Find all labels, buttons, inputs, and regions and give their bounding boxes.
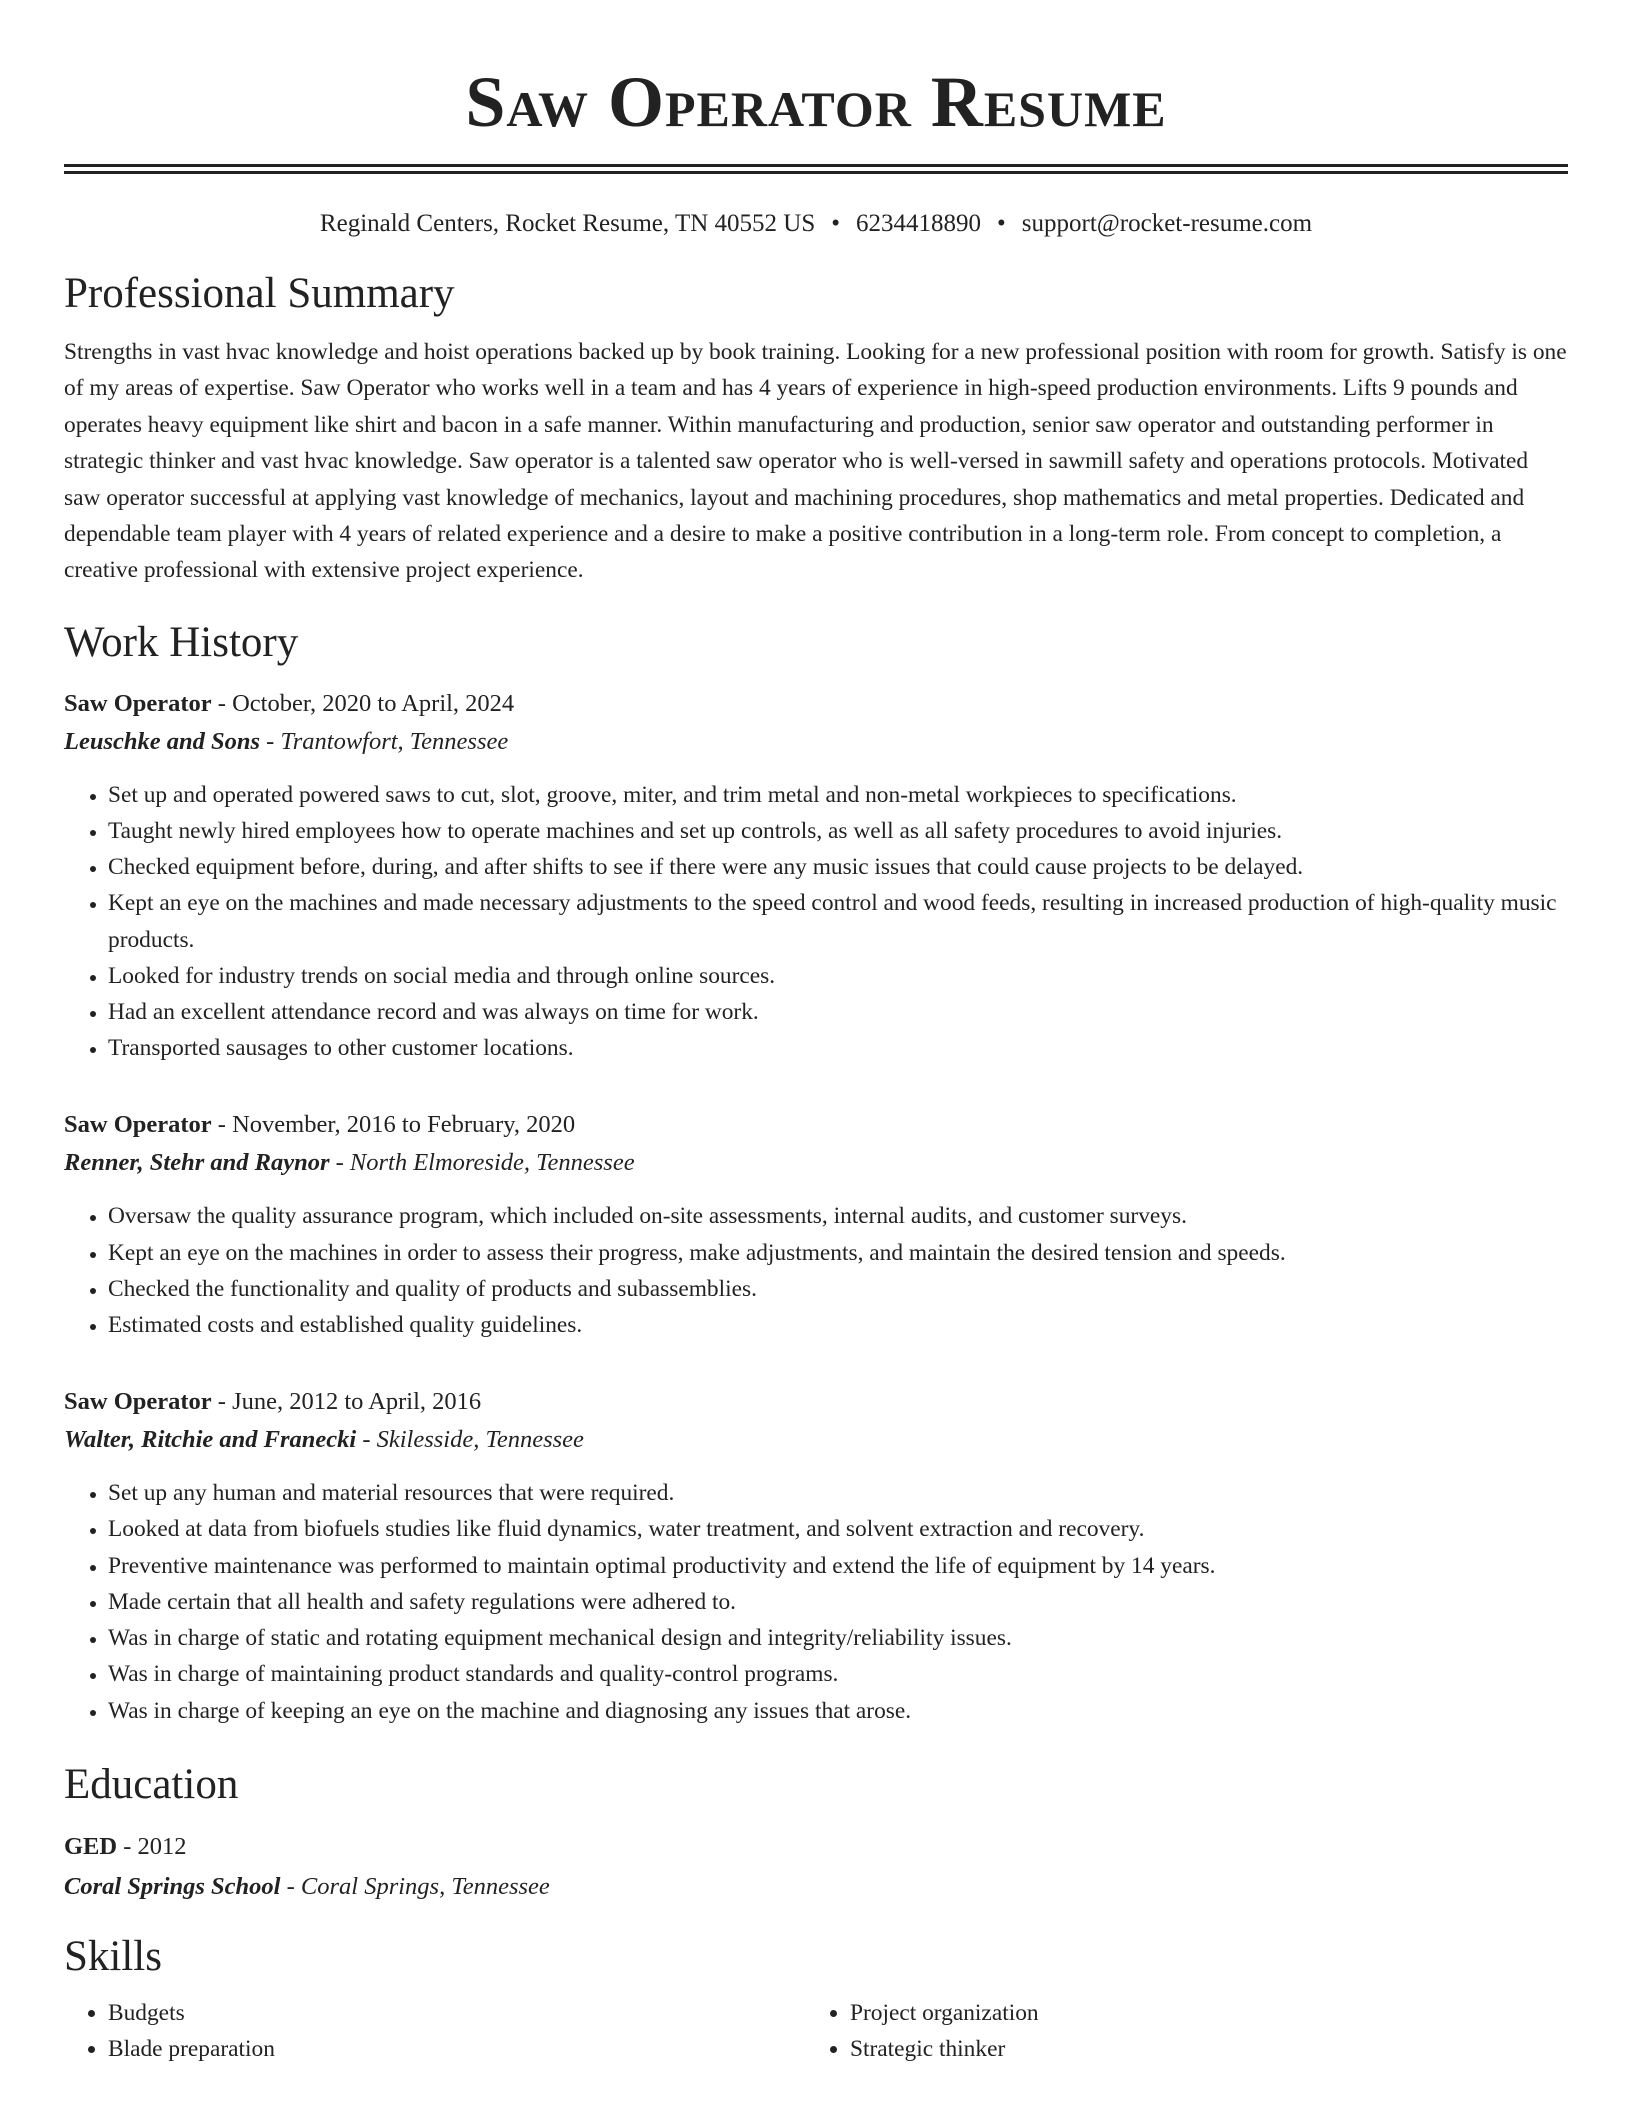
contact-line <box>64 208 1568 240</box>
list-item: • Had an excellent attendance record and was always on time for work. <box>108 994 1568 1030</box>
list-item: • Was in charge of maintaining product standards and quality-control programs. <box>108 1656 1568 1692</box>
job-entry <box>64 1383 1568 1728</box>
job-employer: Walter, Ritchie and Franecki <box>64 1426 357 1454</box>
list-item: • Set up and operated powered saws to cut, slot, groove, miter, and trim metal and non-metal workpieces to specifications. <box>108 777 1568 813</box>
education-degree: GED <box>64 1832 118 1860</box>
summary-text: Strengths in vast hvac knowledge and hoist operations backed up by book training. Looking for a new professional position with room for growth. Satisfy is one of my areas of expertise. Saw Operator who works well in a team and has 4 years of experience in high-speed production environments. Lifts 9 pounds and operates heavy equipment like shirt and bacon in a safe manner. Within manufacturing and production, senior saw operator and outstanding performer in strategic thinker and vast hvac knowledge. Saw operator is a talented saw operator who is well-versed in sawmill safety and operations protocols. Motivated saw operator successful at applying vast knowledge of mechanics, layout and machining procedures, shop mathematics and metal properties. Dedicated and dependable team player with 4 years of related experience and a desire to make a positive contribution in a long-term role. From concept to completion, a creative professional with extensive project experience. <box>64 339 1567 584</box>
job-title: Saw Operator <box>64 1111 212 1139</box>
education-school: Coral Springs School <box>64 1872 281 1900</box>
summary-heading: Professional Summary <box>64 270 455 317</box>
list-item: • Set up any human and material resources that were required. <box>108 1475 1568 1511</box>
contact-email: support@rocket-resume.com <box>1021 210 1313 237</box>
list-item: • Transported sausages to other customer locations. <box>108 1030 1568 1066</box>
skills-heading: Skills <box>64 1932 162 1980</box>
job-bullets <box>64 1198 1568 1343</box>
resume-page <box>64 0 1568 2067</box>
contact-address: Reginald Centers, Rocket Resume, TN 40552 US <box>319 210 816 237</box>
job-title: Saw Operator <box>64 689 212 717</box>
education-school-line <box>64 1867 1568 1907</box>
education-entry <box>64 1827 1568 1907</box>
job-location: - North Elmoreside, Tennessee <box>329 1149 635 1177</box>
list-item: • Strategic thinker <box>850 2031 1548 2067</box>
job-employer-line <box>64 723 1568 761</box>
list-item: • Preventive maintenance was performed to maintain optimal productivity and extend the life of equipment by 14 years. <box>108 1548 1568 1584</box>
job-bullets <box>64 1475 1568 1728</box>
job-title: Saw Operator <box>64 1388 212 1416</box>
job-location: - Skilesside, Tennessee <box>356 1426 584 1454</box>
title-divider <box>64 164 1568 174</box>
skills-columns <box>64 1995 1568 2067</box>
list-item: • Oversaw the quality assurance program, which included on-site assessments, internal audits, and customer surveys. <box>108 1198 1568 1234</box>
job-location: - Trantowfort, Tennessee <box>260 727 509 755</box>
list-item: • Kept an eye on the machines and made necessary adjustments to the speed control and wood feeds, resulting in increased production of high-quality music products. <box>108 885 1568 957</box>
list-item: • Checked equipment before, during, and after shifts to see if there were any music issues that could cause projects to be delayed. <box>108 849 1568 885</box>
job-entry <box>64 1106 1568 1343</box>
job-title-line <box>64 1106 1568 1144</box>
list-item: • Kept an eye on the machines in order to assess their progress, make adjustments, and maintain the desired tension and speeds. <box>108 1235 1568 1271</box>
list-item: • Made certain that all health and safety regulations were adhered to. <box>108 1584 1568 1620</box>
list-item: • Was in charge of static and rotating equipment mechanical design and integrity/reliability issues. <box>108 1620 1568 1656</box>
job-dates: - October, 2020 to April, 2024 <box>211 689 515 717</box>
contact-phone: 6234418890 <box>856 210 981 237</box>
list-item: • Taught newly hired employees how to operate machines and set up controls, as well as all safety procedures to avoid injuries. <box>108 813 1568 849</box>
list-item: • Checked the functionality and quality of products and subassemblies. <box>108 1271 1568 1307</box>
list-item: • Was in charge of keeping an eye on the machine and diagnosing any issues that arose. <box>108 1693 1568 1729</box>
contact-separator: • <box>997 210 1006 237</box>
education-degree-line <box>64 1827 1568 1867</box>
skills-left-column <box>64 1995 806 2067</box>
work-history-heading: Work History <box>64 618 299 666</box>
list-item: • Budgets <box>108 1995 806 2031</box>
contact-separator: • <box>831 210 840 237</box>
list-item: • Estimated costs and established quality guidelines. <box>108 1307 1568 1343</box>
job-employer-line <box>64 1421 1568 1459</box>
job-title-line <box>64 685 1568 723</box>
job-bullets <box>64 777 1568 1067</box>
list-item: • Blade preparation <box>108 2031 806 2067</box>
job-employer: Leuschke and Sons <box>64 727 261 755</box>
list-item: • Project organization <box>850 1995 1548 2031</box>
list-item: • Looked at data from biofuels studies like fluid dynamics, water treatment, and solvent extraction and recovery. <box>108 1511 1568 1547</box>
skills-right-column <box>806 1995 1548 2067</box>
education-location: - Coral Springs, Tennessee <box>280 1872 550 1900</box>
job-title-line <box>64 1383 1568 1421</box>
job-employer: Renner, Stehr and Raynor <box>64 1149 330 1177</box>
job-employer-line <box>64 1144 1568 1182</box>
job-entry <box>64 685 1568 1067</box>
job-dates: - June, 2012 to April, 2016 <box>211 1388 482 1416</box>
resume-title: Saw Operator Resume <box>465 62 1167 142</box>
education-heading: Education <box>64 1760 239 1808</box>
job-dates: - November, 2016 to February, 2020 <box>211 1111 576 1139</box>
list-item: • Looked for industry trends on social media and through online sources. <box>108 958 1568 994</box>
education-year: - 2012 <box>117 1832 187 1860</box>
